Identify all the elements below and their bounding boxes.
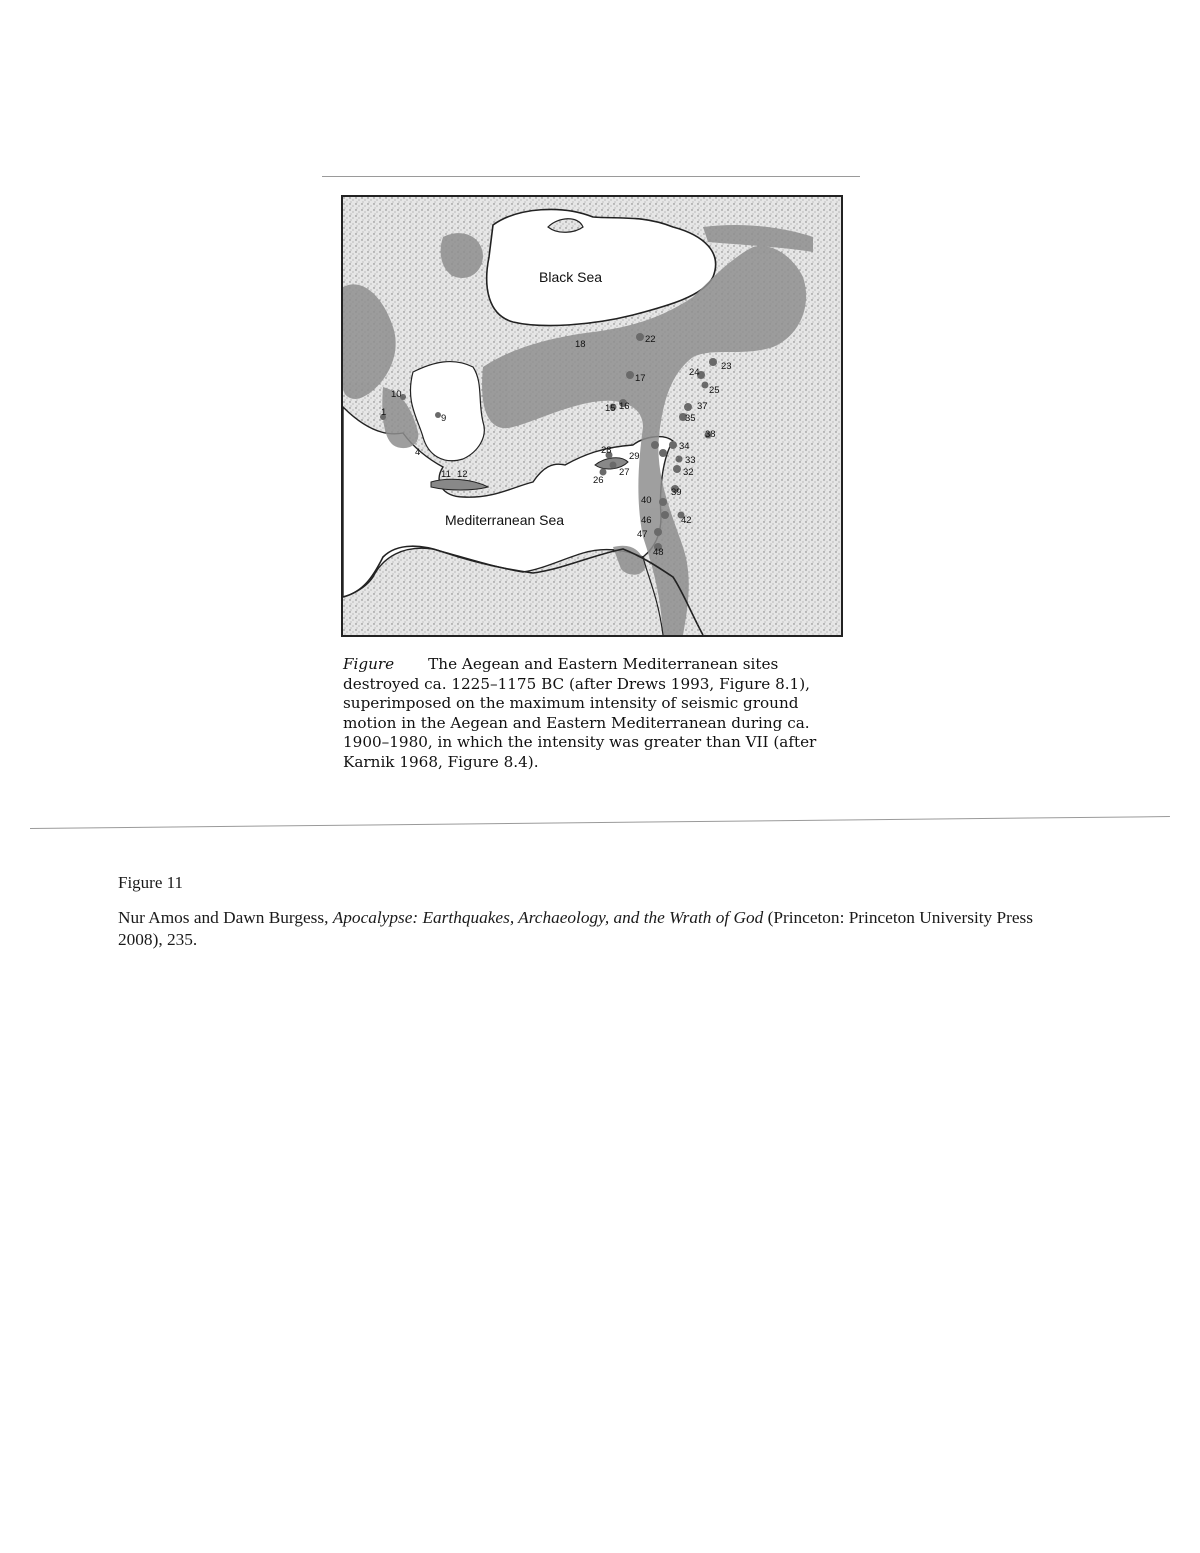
site-label-28: 28 [601, 445, 612, 456]
site-label-40: 40 [641, 495, 652, 506]
site-label-17: 17 [635, 373, 646, 384]
site-label-18: 18 [575, 339, 586, 350]
citation-authors: Nur Amos and Dawn Burgess, [118, 908, 333, 927]
black-sea-label: Black Sea [539, 269, 603, 285]
site-label-35: 35 [685, 413, 696, 424]
site-label-32: 32 [683, 467, 694, 478]
site-label-12: 12 [457, 469, 468, 480]
citation [118, 907, 1068, 951]
citation-publication: (Princeton: Princeton University Press 2008), 235. [118, 908, 1034, 949]
site-label-15: 15 [605, 403, 616, 414]
site-label-1: 1 [381, 407, 387, 418]
site-label-48: 48 [653, 547, 664, 558]
site-label-37: 37 [697, 401, 708, 412]
mediterranean-sea-label: Mediterranean Sea [445, 512, 565, 528]
site-label-34: 34 [679, 441, 690, 452]
site-label-22: 22 [645, 334, 656, 345]
site-label-29: 29 [629, 451, 640, 462]
site-label-25: 25 [709, 385, 720, 396]
citation-title: Apocalypse: Earthquakes, Archaeology, and the Wrath of God [332, 908, 764, 927]
site-label-26: 26 [593, 475, 604, 486]
caption-text: The Aegean and Eastern Mediterranean sites destroyed ca. 1225–1175 BC (after Drews 1993, Figure 8.1), superimposed on the maximum intensity of seismic ground motion in the Aegean and Eastern Mediterranean during ca. 1900–1980, in which the intensity was greater than VII (after Karnik 1968, Figure 8.4). [343, 655, 817, 771]
site-label-38: 38 [705, 429, 716, 440]
site-label-33: 33 [685, 455, 696, 466]
figure-number: Figure 11 [118, 873, 184, 892]
separator-rule [30, 816, 1170, 829]
top-rule [322, 176, 860, 177]
site-label-11: 11 [441, 469, 451, 480]
site-label-23: 23 [721, 361, 732, 372]
seismic-map [341, 195, 843, 637]
site-label-42: 42 [681, 515, 692, 526]
figure-caption [343, 655, 843, 773]
site-label-4: 4 [415, 447, 421, 458]
site-label-10: 10 [391, 389, 402, 400]
site-label-16: 16 [619, 401, 630, 412]
site-label-9: 9 [441, 413, 447, 424]
site-label-47: 47 [637, 529, 648, 540]
site-label-27: 27 [619, 467, 630, 478]
site-label-46: 46 [641, 515, 652, 526]
site-label-24: 24 [689, 367, 700, 378]
caption-label: Figure [343, 655, 395, 673]
site-label-39: 39 [671, 487, 682, 498]
map-svg [343, 197, 841, 635]
